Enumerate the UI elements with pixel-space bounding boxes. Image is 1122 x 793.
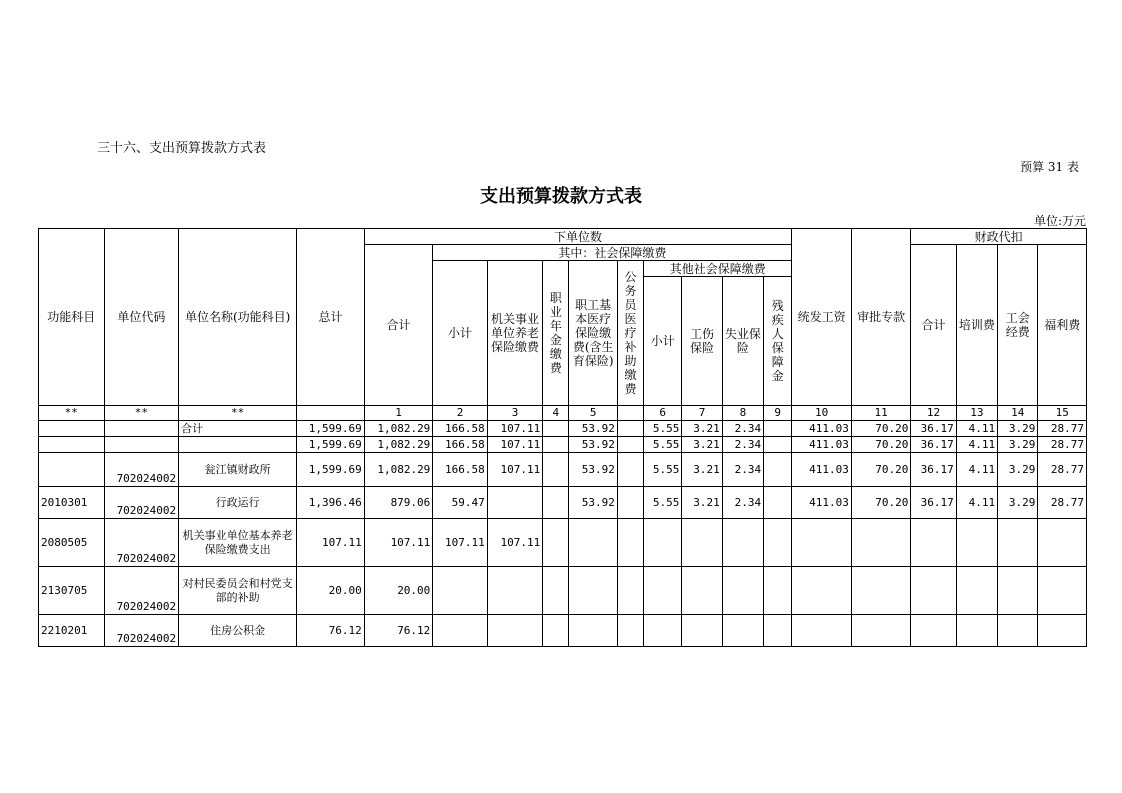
value-cell xyxy=(682,519,722,567)
index-cell: 12 xyxy=(911,406,956,421)
value-cell xyxy=(569,519,617,567)
value-cell xyxy=(617,453,643,487)
header-total: 总计 xyxy=(297,229,365,406)
value-cell xyxy=(617,487,643,519)
value-cell: 36.17 xyxy=(911,453,956,487)
value-cell: 3.21 xyxy=(682,421,722,437)
value-cell: 107.11 xyxy=(487,453,542,487)
value-cell xyxy=(569,567,617,615)
value-cell: 1,082.29 xyxy=(364,453,433,487)
value-cell xyxy=(543,487,569,519)
header-other-subtotal: 小计 xyxy=(644,277,682,406)
index-cell: 2 xyxy=(433,406,487,421)
header-func-code: 功能科目 xyxy=(39,229,105,406)
index-cell: 4 xyxy=(543,406,569,421)
value-cell xyxy=(998,519,1038,567)
value-cell: 76.12 xyxy=(297,615,365,647)
value-cell xyxy=(722,615,763,647)
header-union: 工会经费 xyxy=(998,245,1038,406)
header-fiscal-deduct: 财政代扣 xyxy=(911,229,1087,245)
func-code-cell xyxy=(39,453,105,487)
value-cell: 3.29 xyxy=(998,453,1038,487)
value-cell: 5.55 xyxy=(644,487,682,519)
header-injury: 工伤保险 xyxy=(682,277,722,406)
value-cell: 20.00 xyxy=(364,567,433,615)
unit-name-cell xyxy=(179,437,297,453)
table-row xyxy=(39,519,1087,567)
value-cell xyxy=(764,567,792,615)
value-cell: 20.00 xyxy=(297,567,365,615)
header-annuity: 职业年金缴费 xyxy=(543,261,569,406)
header-social-security: 其中：社会保障缴费 xyxy=(433,245,792,261)
document-title: 支出预算拨款方式表 xyxy=(480,186,642,207)
table-row xyxy=(39,615,1087,647)
value-cell: 53.92 xyxy=(569,437,617,453)
value-cell: 1,396.46 xyxy=(297,487,365,519)
value-cell xyxy=(569,615,617,647)
header-unit-name: 单位名称(功能科目) xyxy=(179,229,297,406)
value-cell xyxy=(1038,567,1087,615)
func-code-cell: 2010301 xyxy=(39,487,105,519)
value-cell xyxy=(682,567,722,615)
value-cell: 3.21 xyxy=(682,453,722,487)
value-cell: 1,599.69 xyxy=(297,453,365,487)
value-cell xyxy=(764,437,792,453)
value-cell xyxy=(617,567,643,615)
unit-name-cell: 瓮江镇财政所 xyxy=(179,453,297,487)
value-cell: 2.34 xyxy=(722,437,763,453)
header-unemployment: 失业保险 xyxy=(722,277,763,406)
value-cell: 70.20 xyxy=(851,421,911,437)
value-cell: 2.34 xyxy=(722,421,763,437)
table-row xyxy=(39,421,1087,437)
value-cell xyxy=(851,615,911,647)
value-cell xyxy=(722,519,763,567)
value-cell: 1,599.69 xyxy=(297,437,365,453)
value-cell xyxy=(644,519,682,567)
value-cell xyxy=(764,519,792,567)
value-cell xyxy=(1038,615,1087,647)
value-cell xyxy=(543,519,569,567)
unit-code-cell: 702024002 xyxy=(104,453,179,487)
value-cell xyxy=(851,519,911,567)
value-cell xyxy=(543,453,569,487)
unit-code-cell: 702024002 xyxy=(104,615,179,647)
value-cell xyxy=(911,615,956,647)
value-cell: 70.20 xyxy=(851,487,911,519)
table-row xyxy=(39,437,1087,453)
value-cell xyxy=(722,567,763,615)
table-number: 预算 31 表 xyxy=(1020,160,1079,174)
value-cell: 76.12 xyxy=(364,615,433,647)
index-cell: 7 xyxy=(682,406,722,421)
value-cell: 107.11 xyxy=(433,519,487,567)
value-cell: 166.58 xyxy=(433,453,487,487)
value-cell: 4.11 xyxy=(956,421,997,437)
budget-table xyxy=(38,228,1087,647)
value-cell: 59.47 xyxy=(433,487,487,519)
header-civil-medical: 公务员医疗补助缴费 xyxy=(617,261,643,406)
value-cell: 107.11 xyxy=(297,519,365,567)
value-cell: 166.58 xyxy=(433,421,487,437)
value-cell xyxy=(956,615,997,647)
unit-code-cell: 702024002 xyxy=(104,519,179,567)
value-cell: 411.03 xyxy=(792,421,852,437)
value-cell xyxy=(617,519,643,567)
index-cell xyxy=(297,406,365,421)
index-cell: 8 xyxy=(722,406,763,421)
value-cell xyxy=(764,487,792,519)
index-cell: ** xyxy=(104,406,179,421)
func-code-cell xyxy=(39,421,105,437)
header-unified-salary: 统发工资 xyxy=(792,229,852,406)
header-unit-code: 单位代码 xyxy=(104,229,179,406)
value-cell xyxy=(543,437,569,453)
func-code-cell: 2210201 xyxy=(39,615,105,647)
unit-name-cell: 住房公积金 xyxy=(179,615,297,647)
header-pension: 机关事业单位养老保险缴费 xyxy=(487,261,542,406)
value-cell xyxy=(433,615,487,647)
header-fd-sum: 合计 xyxy=(911,245,956,406)
unit-label: 单位:万元 xyxy=(1033,214,1086,228)
unit-code-cell: 702024002 xyxy=(104,567,179,615)
value-cell: 4.11 xyxy=(956,437,997,453)
value-cell xyxy=(543,567,569,615)
value-cell xyxy=(956,567,997,615)
value-cell xyxy=(644,615,682,647)
unit-name-cell: 机关事业单位基本养老保险缴费支出 xyxy=(179,519,297,567)
header-ss-subtotal: 小计 xyxy=(433,261,487,406)
value-cell: 70.20 xyxy=(851,453,911,487)
value-cell xyxy=(998,615,1038,647)
value-cell: 53.92 xyxy=(569,487,617,519)
index-cell xyxy=(617,406,643,421)
unit-code-cell xyxy=(104,437,179,453)
value-cell xyxy=(433,567,487,615)
value-cell xyxy=(851,567,911,615)
value-cell xyxy=(543,615,569,647)
value-cell: 2.34 xyxy=(722,487,763,519)
index-cell: 11 xyxy=(851,406,911,421)
value-cell xyxy=(543,421,569,437)
value-cell: 2.34 xyxy=(722,453,763,487)
func-code-cell xyxy=(39,437,105,453)
index-cell: ** xyxy=(39,406,105,421)
value-cell: 1,082.29 xyxy=(364,437,433,453)
index-cell: 6 xyxy=(644,406,682,421)
table-row xyxy=(39,453,1087,487)
unit-name-cell: 行政运行 xyxy=(179,487,297,519)
index-cell: 3 xyxy=(487,406,542,421)
index-cell: 14 xyxy=(998,406,1038,421)
value-cell xyxy=(792,519,852,567)
value-cell: 107.11 xyxy=(487,437,542,453)
value-cell xyxy=(764,453,792,487)
value-cell: 3.29 xyxy=(998,421,1038,437)
value-cell xyxy=(956,519,997,567)
value-cell xyxy=(487,615,542,647)
value-cell xyxy=(1038,519,1087,567)
value-cell xyxy=(487,487,542,519)
table-row xyxy=(39,567,1087,615)
value-cell: 36.17 xyxy=(911,421,956,437)
func-code-cell: 2130705 xyxy=(39,567,105,615)
value-cell: 3.29 xyxy=(998,487,1038,519)
value-cell: 28.77 xyxy=(1038,437,1087,453)
value-cell: 28.77 xyxy=(1038,453,1087,487)
value-cell: 5.55 xyxy=(644,437,682,453)
header-disabled: 残疾人保障金 xyxy=(764,277,792,406)
value-cell: 107.11 xyxy=(487,519,542,567)
value-cell: 4.11 xyxy=(956,453,997,487)
header-training: 培训费 xyxy=(956,245,997,406)
value-cell: 411.03 xyxy=(792,487,852,519)
index-cell: 1 xyxy=(364,406,433,421)
unit-code-cell: 702024002 xyxy=(104,487,179,519)
index-cell: 13 xyxy=(956,406,997,421)
unit-code-cell xyxy=(104,421,179,437)
value-cell: 107.11 xyxy=(364,519,433,567)
value-cell: 28.77 xyxy=(1038,421,1087,437)
value-cell xyxy=(617,437,643,453)
header-other-ss: 其他社会保障缴费 xyxy=(644,261,792,277)
func-code-cell: 2080505 xyxy=(39,519,105,567)
index-cell: ** xyxy=(179,406,297,421)
index-cell: 15 xyxy=(1038,406,1087,421)
value-cell xyxy=(911,567,956,615)
value-cell xyxy=(792,567,852,615)
value-cell xyxy=(764,615,792,647)
value-cell xyxy=(644,567,682,615)
value-cell: 3.29 xyxy=(998,437,1038,453)
header-lower-units: 下单位数 xyxy=(364,229,792,245)
value-cell: 53.92 xyxy=(569,453,617,487)
value-cell: 1,599.69 xyxy=(297,421,365,437)
value-cell: 5.55 xyxy=(644,421,682,437)
value-cell: 28.77 xyxy=(1038,487,1087,519)
value-cell: 411.03 xyxy=(792,437,852,453)
value-cell xyxy=(617,421,643,437)
header-lower-sum: 合计 xyxy=(364,245,433,406)
value-cell: 411.03 xyxy=(792,453,852,487)
value-cell: 4.11 xyxy=(956,487,997,519)
unit-name-cell: 对村民委员会和村党支部的补助 xyxy=(179,567,297,615)
value-cell xyxy=(998,567,1038,615)
value-cell: 70.20 xyxy=(851,437,911,453)
value-cell xyxy=(487,567,542,615)
index-row xyxy=(39,406,1087,421)
value-cell: 3.21 xyxy=(682,437,722,453)
value-cell xyxy=(764,421,792,437)
section-title: 三十六、支出预算拨款方式表 xyxy=(97,141,267,156)
value-cell: 107.11 xyxy=(487,421,542,437)
value-cell: 1,082.29 xyxy=(364,421,433,437)
value-cell xyxy=(682,615,722,647)
index-cell: 5 xyxy=(569,406,617,421)
value-cell: 166.58 xyxy=(433,437,487,453)
value-cell: 36.17 xyxy=(911,437,956,453)
value-cell: 5.55 xyxy=(644,453,682,487)
header-medical: 职工基本医疗保险缴费(含生育保险) xyxy=(569,261,617,406)
header-special-funds: 审批专款 xyxy=(851,229,911,406)
header-welfare: 福利费 xyxy=(1038,245,1087,406)
table-row xyxy=(39,487,1087,519)
value-cell: 53.92 xyxy=(569,421,617,437)
unit-name-cell: 合计 xyxy=(179,421,297,437)
value-cell: 36.17 xyxy=(911,487,956,519)
value-cell: 879.06 xyxy=(364,487,433,519)
value-cell xyxy=(792,615,852,647)
index-cell: 9 xyxy=(764,406,792,421)
index-cell: 10 xyxy=(792,406,852,421)
value-cell xyxy=(911,519,956,567)
value-cell: 3.21 xyxy=(682,487,722,519)
value-cell xyxy=(617,615,643,647)
